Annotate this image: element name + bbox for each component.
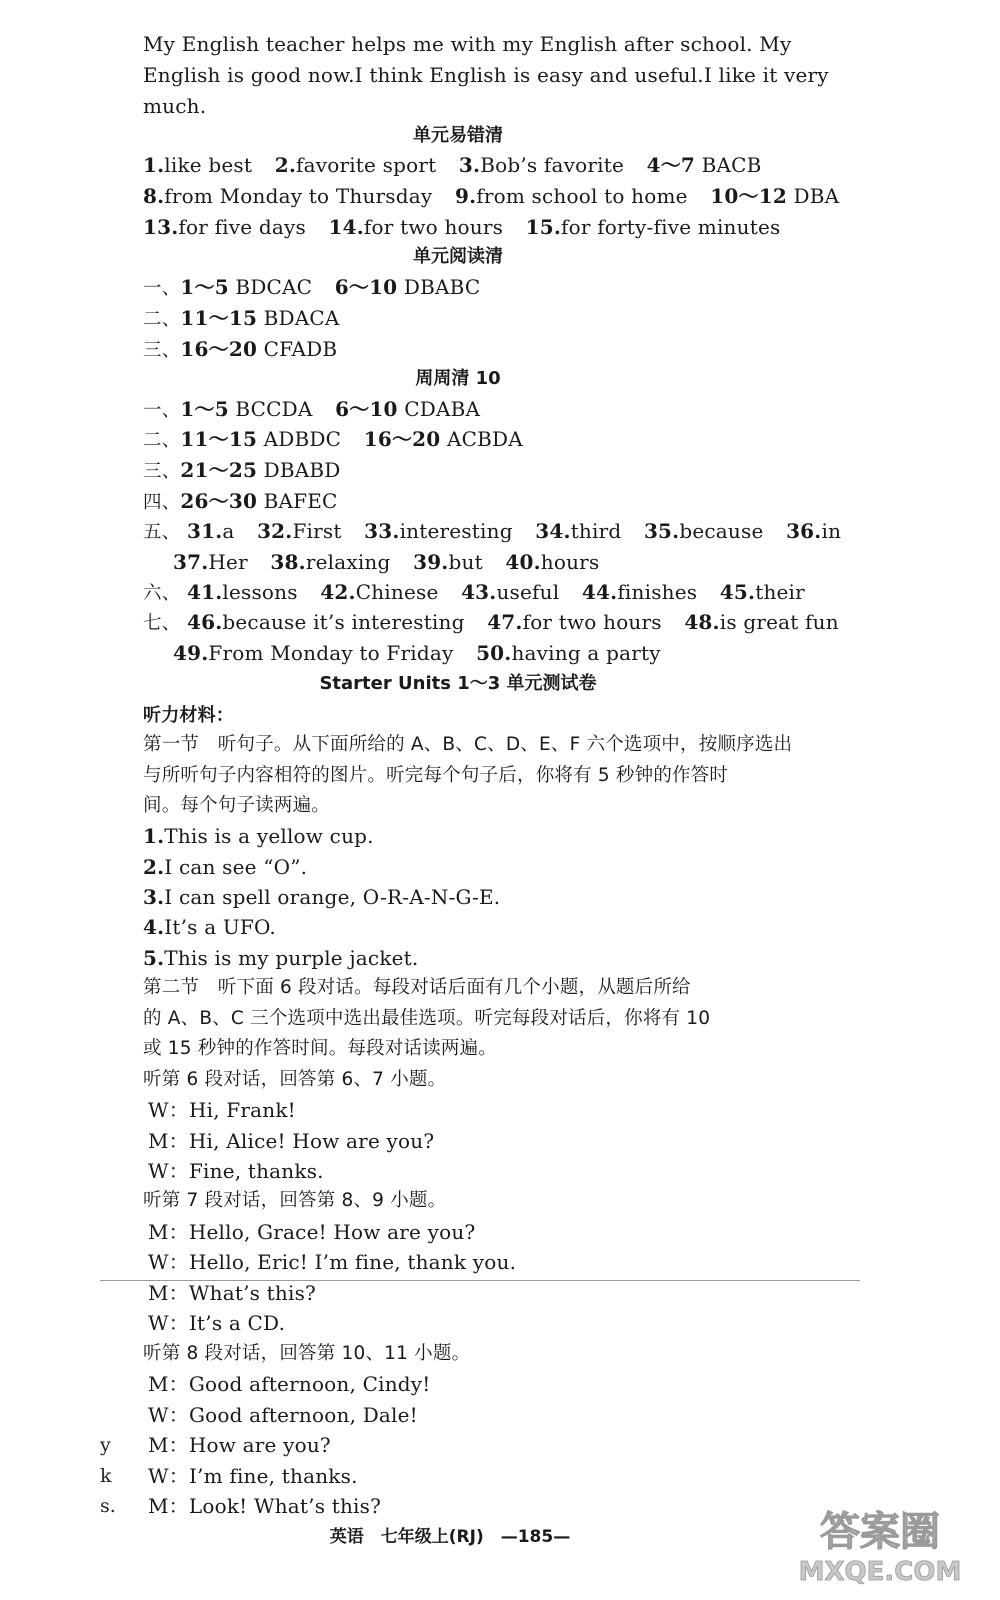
instruction-line: 或 15 秒钟的作答时间。每段对话读两遍。: [143, 1038, 498, 1059]
intro-line: English is good now.I think English is easy and useful.I like it very: [143, 63, 829, 87]
answer-row: 四、26～30 BAFEC: [143, 489, 338, 513]
section-heading-starter-test: Starter Units 1～3 单元测试卷: [319, 673, 597, 694]
gutter-fragment: s.: [100, 1495, 116, 1517]
answer-row: 13.for five days 14.for two hours 15.for forty-five minutes: [143, 215, 781, 239]
answer-row: 1.like best 2.favorite sport 3.Bob’s favorite 4～7 BACB: [143, 153, 762, 177]
instruction-line: 间。每个句子读两遍。: [143, 795, 331, 816]
instruction-line: 第一节 听句子。从下面所给的 A、B、C、D、E、F 六个选项中，按顺序选出: [143, 734, 793, 755]
dialogue-line: M：How are you?: [148, 1433, 331, 1457]
sentence: 2.I can see “O”.: [143, 855, 308, 879]
gutter-fragment: k: [100, 1465, 112, 1487]
answer-row: 8.from Monday to Thursday 9.from school to home 10～12 DBA: [143, 184, 840, 208]
listening-label: 听力材料：: [143, 705, 234, 726]
sentence: 3.I can spell orange, O-R-A-N-G-E.: [143, 885, 501, 909]
section-heading-unit-reading: 单元阅读清: [413, 246, 503, 267]
dialogue-intro: 听第 6 段对话，回答第 6、7 小题。: [143, 1069, 447, 1090]
answer-row: 37.Her 38.relaxing 39.but 40.hours: [173, 550, 600, 574]
answer-row: 六、 41.lessons 42.Chinese 43.useful 44.finishes 45.their: [143, 580, 805, 604]
watermark-logo: [790, 1500, 970, 1590]
dialogue-line: M：Hi, Alice! How are you?: [148, 1129, 435, 1153]
instruction-line: 与所听句子内容相符的图片。听完每个句子后，你将有 5 秒钟的作答时: [143, 765, 729, 786]
dialogue-line: W：I’m fine, thanks.: [148, 1464, 358, 1488]
answer-row: 七、 46.because it’s interesting 47.for two hours 48.is great fun: [143, 610, 839, 634]
answer-row: 三、21～25 DBABD: [143, 458, 341, 482]
instruction-line: 第二节 听下面 6 段对话。每段对话后面有几个小题，从题后所给: [143, 977, 691, 998]
watermark-logo-text: 答案圈: [820, 1509, 940, 1555]
dialogue-line: M：Good afternoon, Cindy!: [148, 1372, 431, 1396]
dialogue-line: W：Hi, Frank!: [148, 1098, 296, 1122]
dialogue-line: W：Good afternoon, Dale!: [148, 1403, 418, 1427]
dialogue-line: M：What’s this?: [148, 1281, 316, 1305]
intro-line: My English teacher helps me with my English after school. My: [143, 32, 792, 56]
dialogue-line: W：Fine, thanks.: [148, 1159, 324, 1183]
answer-row: 二、11～15 ADBDC 16～20 ACBDA: [143, 427, 523, 451]
answer-row: 二、11～15 BDACA: [143, 306, 340, 330]
page-footer: 英语 七年级上(RJ) —185—: [329, 1527, 571, 1547]
section-heading-unit-errors: 单元易错清: [413, 125, 503, 146]
answer-row: 49.From Monday to Friday 50.having a party: [173, 641, 661, 665]
instruction-line: 的 A、B、C 三个选项中选出最佳选项。听完每段对话后，你将有 10: [143, 1008, 711, 1029]
dialogue-intro: 听第 8 段对话，回答第 10、11 小题。: [143, 1343, 471, 1364]
answer-row: 一、1～5 BCCDA 6～10 CDABA: [143, 397, 481, 421]
dialogue-line: M：Look! What’s this?: [148, 1494, 382, 1518]
watermark-url: MXQE.COM: [798, 1557, 962, 1587]
sentence: 5.This is my purple jacket.: [143, 946, 419, 970]
sentence: 4.It’s a UFO.: [143, 915, 276, 939]
answer-row: 三、16～20 CFADB: [143, 337, 338, 361]
dialogue-line: M：Hello, Grace! How are you?: [148, 1220, 476, 1244]
gutter-fragment: y: [100, 1434, 111, 1456]
section-heading-weekly: 周周清 10: [415, 368, 501, 389]
answer-row: 一、1～5 BDCAC 6～10 DBABC: [143, 275, 481, 299]
dialogue-intro: 听第 7 段对话，回答第 8、9 小题。: [143, 1190, 447, 1211]
answer-row: 五、 31.a 32.First 33.interesting 34.third 35.because 36.in: [143, 519, 842, 543]
dialogue-line: W：It’s a CD.: [148, 1311, 286, 1335]
sentence: 1.This is a yellow cup.: [143, 824, 374, 848]
dialogue-line: W：Hello, Eric! I’m fine, thank you.: [148, 1250, 517, 1274]
intro-line: much.: [143, 94, 207, 118]
